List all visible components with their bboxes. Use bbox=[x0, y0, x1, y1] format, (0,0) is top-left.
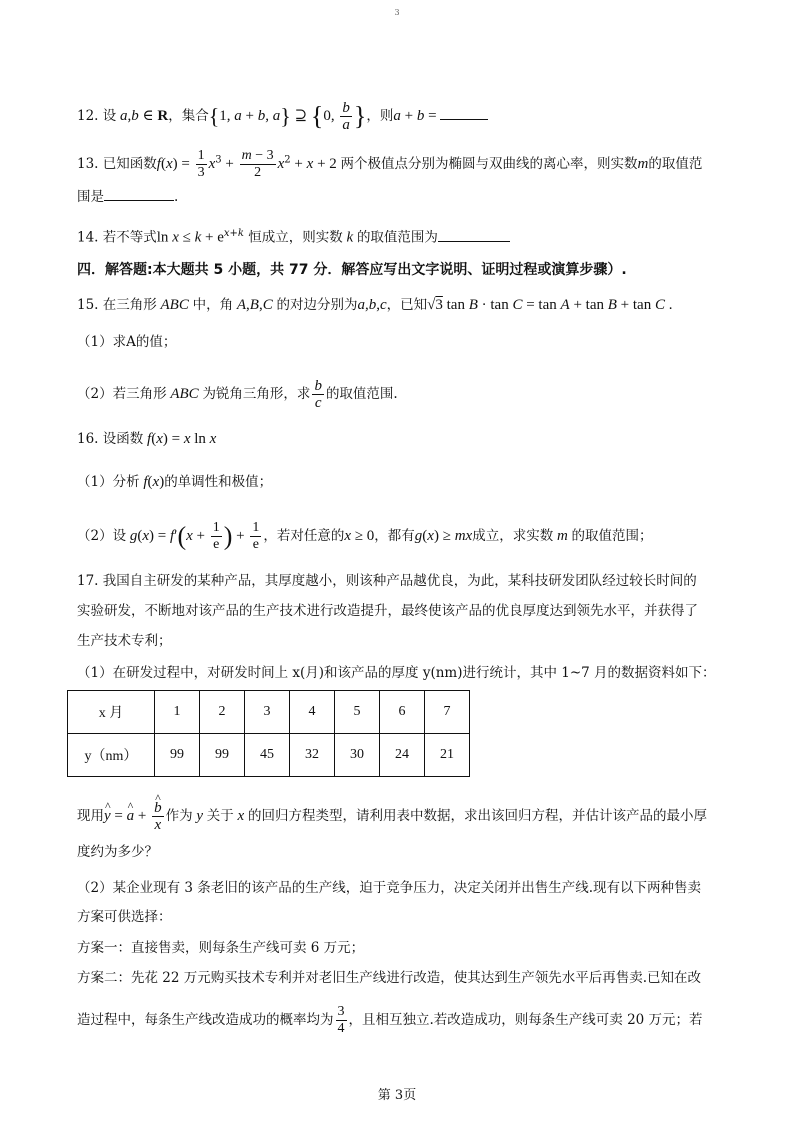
q15-text-mid1: 中，角 bbox=[192, 297, 234, 313]
question-13-line2 bbox=[77, 186, 736, 207]
q16-part1-text: （1）分析 bbox=[77, 474, 140, 490]
table-cell: 32 bbox=[290, 734, 335, 777]
table-cell: 99 bbox=[155, 734, 200, 777]
q15-text-mid2: 的对边分别为 bbox=[276, 297, 358, 313]
table-cell: 45 bbox=[245, 734, 290, 777]
q14-text: 14. 若不等式 bbox=[77, 229, 157, 246]
question-16-part2: （2）设 g(x) = f′(x + $\frac{1}{e}$ ) + $\frac{1}{e}$ ，若对任意的x ≥ 0，都有g(x) ≥ mx成立，求实数 m 的取值范围； bbox=[77, 520, 653, 552]
table-header-x: x 月 bbox=[68, 691, 155, 734]
q12-text-then: ，则 bbox=[366, 108, 394, 124]
q12-text-mid: ，集合 bbox=[168, 108, 209, 124]
question-17-line3: 生产技术专利； bbox=[77, 633, 172, 649]
table-cell: 5 bbox=[335, 691, 380, 734]
page-top-mark: 3 bbox=[394, 8, 400, 17]
q12-text: 12. 设 bbox=[77, 108, 117, 124]
plan-2-end: ，且相互独立.若改造成功，则每条生产线可卖 20 万元；若 bbox=[348, 1012, 703, 1028]
table-cell: 4 bbox=[290, 691, 335, 734]
question-16-part1: （1）分析 f(x)的单调性和极值； bbox=[77, 474, 273, 490]
question-15-part2: （2）若三角形 ABC 为锐角三角形，求 $\frac{b}{c}$ 的取值范围. bbox=[77, 378, 398, 411]
question-17-line2: 实验研发，不断地对该产品的生产技术进行改造提升，最终使该产品的优良厚度达到领先水平，并获得了 bbox=[77, 603, 698, 619]
question-14: 14. 若不等式$\ln x \le k + e^{x+k}$ 恒成立，则实数 k 的取值范围为 bbox=[77, 224, 736, 248]
section-4-title: 四．解答题:本大题共 5 小题，共 77 分．解答应写出文字说明、证明过程或演算步骤）. bbox=[77, 262, 627, 278]
table-cell: 1 bbox=[155, 691, 200, 734]
table-cell: 7 bbox=[425, 691, 470, 734]
table-cell: 2 bbox=[200, 691, 245, 734]
q15-part2-end: 的取值范围. bbox=[325, 386, 398, 402]
q17-reg-end: 的回归方程类型，请利用表中数据，求出该回归方程，并估计该产品的最小厚 bbox=[247, 808, 707, 824]
q16-part2-mid2: ，都有 bbox=[374, 528, 415, 544]
q14-text-post2: 的取值范围为 bbox=[356, 229, 438, 246]
question-16: 16. 设函数 f(x) = x ln x bbox=[77, 431, 217, 447]
q13-text-post2: 的取值范 bbox=[648, 156, 703, 172]
question-15: 15. 在三角形 ABC 中，角 A,B,C 的对边分别为a,b,c，已知√3 tan B · tan C = tan A + tan B + tan C . bbox=[77, 297, 673, 313]
q15-part1-var: A bbox=[126, 334, 136, 350]
q17-reg-text: 现用 bbox=[77, 808, 104, 824]
q15-part2-text: （2）若三角形 bbox=[77, 386, 167, 402]
table-cell: 99 bbox=[200, 734, 245, 777]
q12-answer-blank bbox=[440, 105, 488, 120]
q15-text: 15. 在三角形 bbox=[77, 297, 157, 313]
q16-part2-text: （2）设 bbox=[77, 528, 127, 544]
q16-part2-end: 的取值范围； bbox=[571, 528, 653, 544]
table-cell: 24 bbox=[380, 734, 425, 777]
q15-part2-mid: 为锐角三角形，求 bbox=[202, 386, 311, 402]
q16-part1-end: 的单调性和极值； bbox=[164, 474, 273, 490]
question-17-part2-line1: （2）某企业现有 3 条老旧的该产品的生产线，迫于竞争压力，决定关闭并出售生产线.现有以下两种售卖 bbox=[77, 880, 702, 896]
table-header-y: y（nm） bbox=[68, 734, 155, 777]
table-cell: 21 bbox=[425, 734, 470, 777]
plan-2-text: 造过程中，每条生产线改造成功的概率均为 bbox=[77, 1012, 334, 1028]
question-17-regression: 现用^ y = ^ a + ^ $\frac{b}{x}$ 作为 y 关于 x 的回归方程类型，请利用表中数据，求出该回归方程，并估计该产品的最小厚 bbox=[77, 800, 736, 833]
table-row bbox=[68, 691, 470, 734]
table-row bbox=[68, 734, 470, 777]
q13-tail: . bbox=[174, 189, 179, 205]
q14-text-post: 恒成立，则实数 bbox=[248, 229, 343, 246]
q15-part1-end: 的值； bbox=[135, 334, 177, 350]
question-17-line1: 17. 我国自主研发的某种产品，其厚度越小，则该种产品越优良，为此，某科技研发团队经过较长时间的 bbox=[77, 573, 697, 589]
q15-text-mid3: ，已知 bbox=[386, 297, 428, 313]
question-13: 13. 已知函数f(x) = $\frac{1}{3}$ $x^3$ + $\frac{m - 3}{2}$ $x^2 + x + 2$ 两个极值点分别为椭圆与双曲线的离心率，则实数m的取值范 bbox=[77, 148, 703, 180]
q13-text: 13. 已知函数 bbox=[77, 156, 157, 172]
q15-part1-text: （1）求 bbox=[77, 334, 127, 350]
q16-part2-mid: ，若对任意的 bbox=[263, 528, 345, 544]
table-cell: 6 bbox=[380, 691, 425, 734]
table-cell: 3 bbox=[245, 691, 290, 734]
q13-answer-blank bbox=[104, 186, 174, 201]
plan-2-line1: 方案二：先花 22 万元购买技术专利并对老旧生产线进行改造，使其达到生产领先水平后再售卖.已知在改 bbox=[77, 970, 702, 986]
q13-text-line2: 围是 bbox=[77, 189, 104, 205]
q14-answer-blank bbox=[438, 227, 510, 242]
question-17-part1: （1）在研发过程中，对研发时间上 x(月)和该产品的厚度 y(nm)进行统计，其中 1~7 月的数据资料如下： bbox=[77, 665, 716, 681]
data-table bbox=[67, 690, 470, 777]
question-17-part2-line2: 方案可供选择： bbox=[77, 909, 172, 925]
question-12: 12. 设 a,b ∈ R，集合{1, a + b, a} ⊇ {0, $\frac{b}{a}$ }，则a + b = bbox=[77, 100, 736, 133]
q16-part2-mid3: 成立，求实数 bbox=[472, 528, 554, 544]
table-cell: 30 bbox=[335, 734, 380, 777]
q17-reg-mid2: 关于 bbox=[206, 808, 234, 824]
q17-reg-mid: 作为 bbox=[165, 808, 193, 824]
plan-1: 方案一：直接售卖，则每条生产线可卖 6 万元； bbox=[77, 940, 365, 956]
question-17-regression-line2: 度约为多少？ bbox=[77, 844, 158, 860]
q13-text-post: 两个极值点分别为椭圆与双曲线的离心率，则实数 bbox=[340, 156, 638, 172]
question-15-part1 bbox=[77, 332, 736, 352]
q16-text: 16. 设函数 bbox=[77, 431, 144, 447]
page-number: 第 3页 bbox=[377, 1088, 417, 1103]
plan-2-line2: 造过程中，每条生产线改造成功的概率均为 $\frac{3}{4}$ ，且相互独立.若改造成功，则每条生产线可卖 20 万元；若 bbox=[77, 1004, 703, 1036]
